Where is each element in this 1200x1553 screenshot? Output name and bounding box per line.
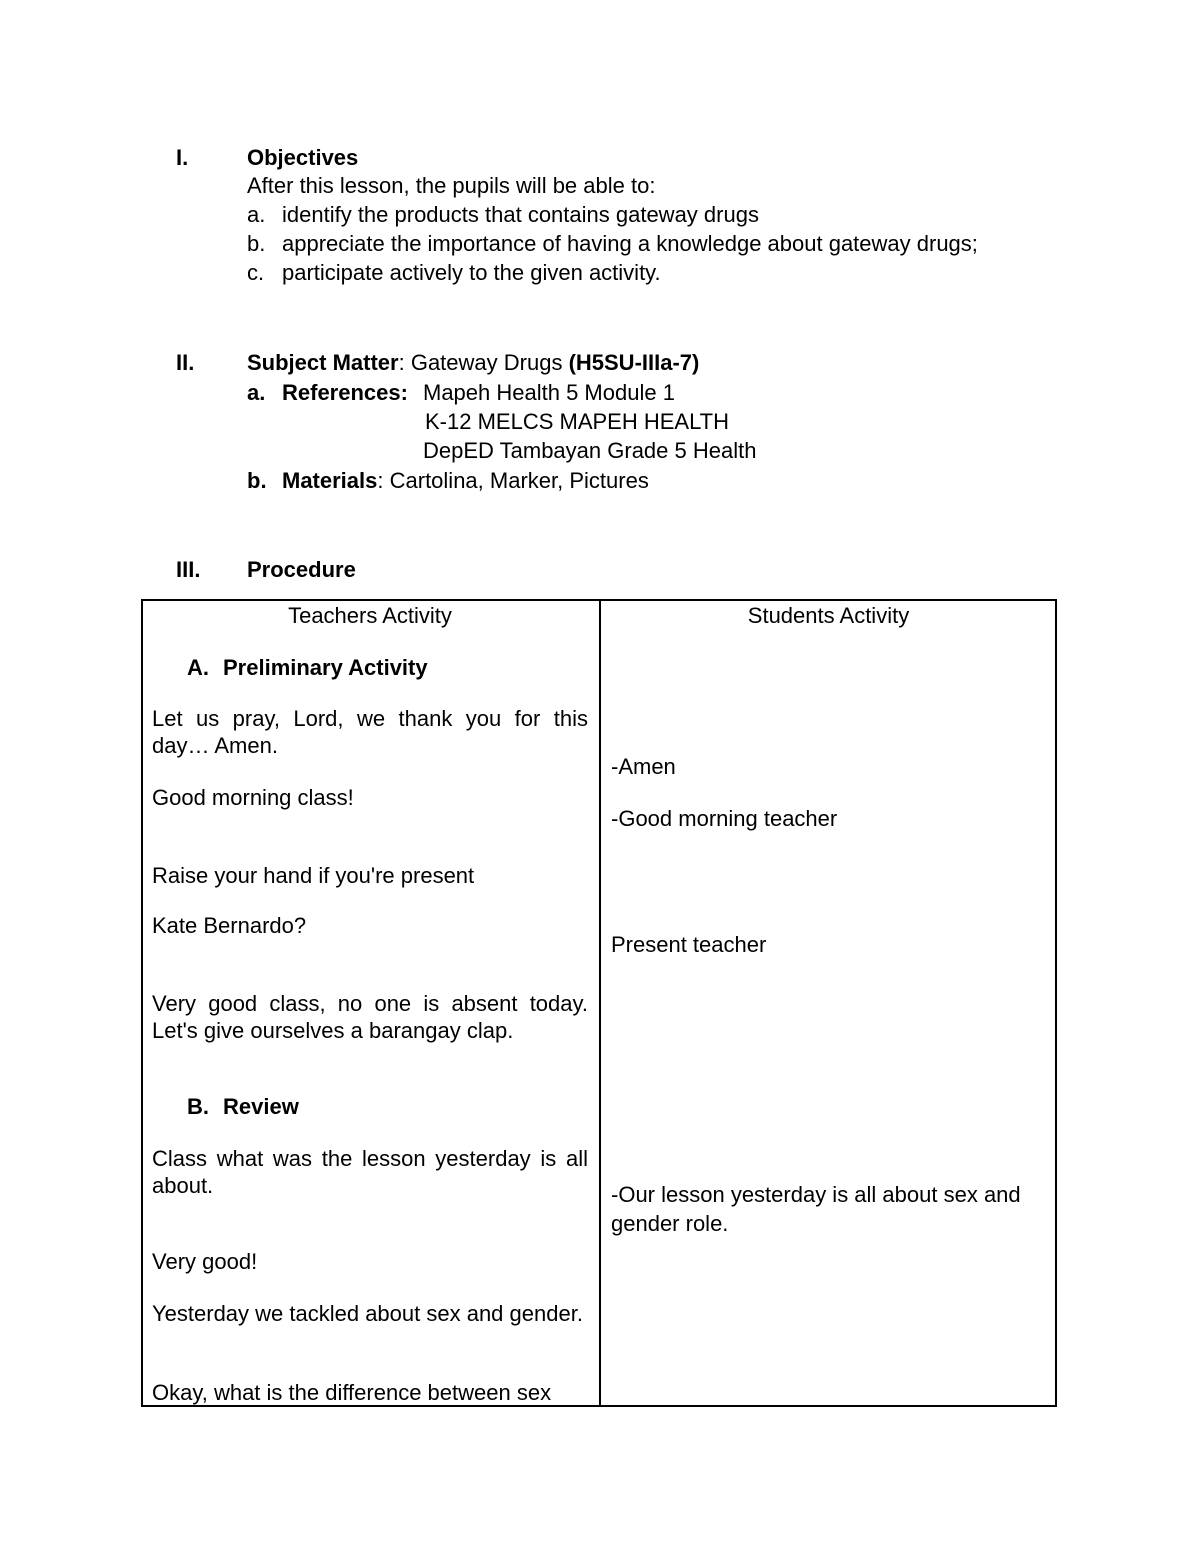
teacher-kate: Kate Bernardo? [152,913,307,938]
objectives-heading: Objectives [247,145,359,170]
teacher-pray: Let us pray, Lord, we thank you for this day… Amen. [152,706,588,758]
teacher-okay: Okay, what is the difference between sex [152,1380,552,1405]
teacher-very-good: Very good! [152,1249,258,1274]
reference-line: DepED Tambayan Grade 5 Health [423,438,757,463]
objective-item: identify the products that contains gateway drugs [282,202,759,227]
section-b-marker: B. [187,1094,209,1119]
student-lesson-answer: -Our lesson yesterday is all about sex and gender role. [611,1182,1021,1236]
student-present: Present teacher [611,932,767,957]
objectives-intro: After this lesson, the pupils will be able to: [247,173,656,198]
student-column-header: Students Activity [747,603,910,628]
subject-code: (H5SU-IIIa-7) [568,350,700,375]
materials-value: : Cartolina, Marker, Pictures [377,468,649,493]
objectives-numeral: I. [176,145,189,170]
section-b-title: Review [223,1094,299,1119]
section-a-marker: A. [187,655,209,680]
student-amen: -Amen [611,754,676,779]
procedure-numeral: III. [176,557,201,582]
teacher-greet: Good morning class! [152,785,354,810]
objective-marker: a. [247,202,266,227]
reference-line: K-12 MELCS MAPEH HEALTH [425,409,730,434]
teacher-raise: Raise your hand if you're present [152,863,475,888]
materials-label: Materials [282,468,378,493]
objective-marker: b. [247,231,266,256]
procedure-heading: Procedure [247,557,356,582]
section-a-title: Preliminary Activity [223,655,428,680]
teacher-very-good-class: Very good class, no one is absent today. Let's give ourselves a barangay clap. [152,991,588,1043]
teacher-column-header: Teachers Activity [288,603,452,628]
objective-marker: c. [247,260,265,285]
table-divider [599,599,601,1407]
subject-topic: Gateway Drugs [410,350,569,375]
references-label: References: [282,380,408,405]
teacher-lesson-question: Class what was the lesson yesterday is all about. [152,1146,588,1198]
objective-item: participate actively to the given activity. [282,260,661,285]
subject-label: Subject Matter [247,350,399,375]
subject-line [247,352,699,374]
references-marker: a. [247,380,266,405]
reference-line: Mapeh Health 5 Module 1 [423,380,675,405]
materials-line [282,470,649,492]
materials-marker: b. [247,468,267,493]
teacher-tackled: Yesterday we tackled about sex and gender. [152,1301,583,1326]
subject-colon: : [398,350,411,375]
student-good-morning: -Good morning teacher [611,806,838,831]
subject-numeral: II. [176,350,195,375]
objective-item: appreciate the importance of having a knowledge about gateway drugs; [282,231,978,256]
